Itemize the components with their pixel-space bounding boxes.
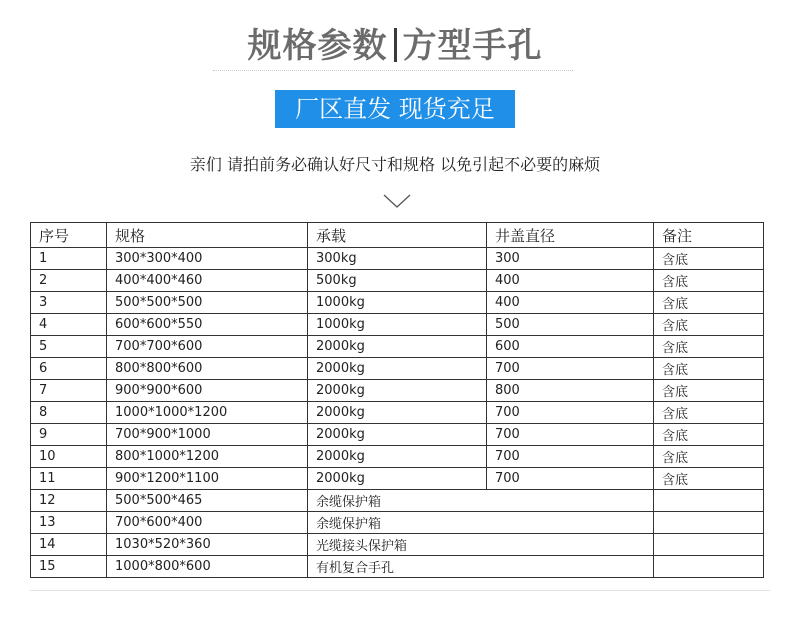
table-row <box>31 270 764 292</box>
table-row <box>31 446 764 468</box>
cell-spec: 700*900*1000 <box>107 424 308 446</box>
chevron-down-icon <box>382 192 412 210</box>
cell-note: 含底 <box>654 248 764 270</box>
cell-spec: 800*1000*1200 <box>107 446 308 468</box>
cell-note: 含底 <box>654 402 764 424</box>
cell-index: 4 <box>31 314 107 336</box>
cell-spec: 700*600*400 <box>107 512 308 534</box>
cell-spec: 500*500*465 <box>107 490 308 512</box>
cell-load: 2000kg <box>308 446 487 468</box>
cell-index: 3 <box>31 292 107 314</box>
cell-description: 余缆保护箱 <box>308 512 654 534</box>
cell-spec: 700*700*600 <box>107 336 308 358</box>
cell-load: 1000kg <box>308 314 487 336</box>
cell-spec: 1030*520*360 <box>107 534 308 556</box>
table-row <box>31 358 764 380</box>
cell-load: 2000kg <box>308 402 487 424</box>
cell-description: 余缆保护箱 <box>308 490 654 512</box>
cell-load: 2000kg <box>308 468 487 490</box>
cell-cover-diameter: 700 <box>487 446 654 468</box>
column-header-load: 承载 <box>308 223 487 248</box>
cell-note: 含底 <box>654 468 764 490</box>
cell-load: 2000kg <box>308 358 487 380</box>
cell-note: 含底 <box>654 424 764 446</box>
cell-index: 7 <box>31 380 107 402</box>
cell-load: 500kg <box>308 270 487 292</box>
cell-load: 300kg <box>308 248 487 270</box>
cell-spec: 1000*800*600 <box>107 556 308 578</box>
title-separator <box>394 28 397 62</box>
cell-note: 含底 <box>654 446 764 468</box>
cell-index: 6 <box>31 358 107 380</box>
cell-cover-diameter: 600 <box>487 336 654 358</box>
cell-spec: 900*900*600 <box>107 380 308 402</box>
table-row <box>31 534 764 556</box>
cell-cover-diameter: 300 <box>487 248 654 270</box>
cell-note <box>654 534 764 556</box>
table-row <box>31 490 764 512</box>
cell-spec: 400*400*460 <box>107 270 308 292</box>
cell-note: 含底 <box>654 270 764 292</box>
cell-cover-diameter: 700 <box>487 424 654 446</box>
cell-index: 15 <box>31 556 107 578</box>
cell-spec: 800*800*600 <box>107 358 308 380</box>
cell-load: 2000kg <box>308 380 487 402</box>
cell-index: 14 <box>31 534 107 556</box>
column-header-spec: 规格 <box>107 223 308 248</box>
cell-load: 1000kg <box>308 292 487 314</box>
table-row <box>31 556 764 578</box>
table-row <box>31 248 764 270</box>
cell-index: 2 <box>31 270 107 292</box>
column-header-note: 备注 <box>654 223 764 248</box>
cell-note: 含底 <box>654 380 764 402</box>
cell-index: 5 <box>31 336 107 358</box>
table-row <box>31 380 764 402</box>
cell-cover-diameter: 700 <box>487 358 654 380</box>
table-row <box>31 468 764 490</box>
promo-banner: 厂区直发 现货充足 <box>275 90 515 128</box>
cell-note <box>654 490 764 512</box>
cell-index: 12 <box>31 490 107 512</box>
table-row <box>31 512 764 534</box>
cell-note: 含底 <box>654 292 764 314</box>
cell-note <box>654 556 764 578</box>
cell-load: 2000kg <box>308 336 487 358</box>
column-header-index: 序号 <box>31 223 107 248</box>
title-left: 规格参数 <box>247 26 388 66</box>
cell-index: 8 <box>31 402 107 424</box>
cell-spec: 300*300*400 <box>107 248 308 270</box>
table-row <box>31 314 764 336</box>
cell-spec: 600*600*550 <box>107 314 308 336</box>
cell-index: 10 <box>31 446 107 468</box>
page-title <box>0 18 790 67</box>
spec-table <box>30 222 764 578</box>
title-underline <box>213 70 573 71</box>
cell-load: 2000kg <box>308 424 487 446</box>
table-row <box>31 336 764 358</box>
cell-cover-diameter: 700 <box>487 402 654 424</box>
cell-spec: 1000*1000*1200 <box>107 402 308 424</box>
cell-note: 含底 <box>654 336 764 358</box>
cell-description: 光缆接头保护箱 <box>308 534 654 556</box>
cell-note: 含底 <box>654 358 764 380</box>
notice-text: 亲们 请拍前务必确认好尺寸和规格 以免引起不必要的麻烦 <box>189 155 601 174</box>
table-row <box>31 402 764 424</box>
table-row <box>31 292 764 314</box>
column-header-cover-diameter: 井盖直径 <box>487 223 654 248</box>
table-row <box>31 424 764 446</box>
cell-cover-diameter: 400 <box>487 292 654 314</box>
cell-description: 有机复合手孔 <box>308 556 654 578</box>
cell-cover-diameter: 700 <box>487 468 654 490</box>
cell-spec: 500*500*500 <box>107 292 308 314</box>
title-right: 方型手孔 <box>402 26 543 66</box>
cell-index: 1 <box>31 248 107 270</box>
cell-cover-diameter: 400 <box>487 270 654 292</box>
cell-spec: 900*1200*1100 <box>107 468 308 490</box>
cell-index: 11 <box>31 468 107 490</box>
cell-index: 13 <box>31 512 107 534</box>
table-header-row <box>31 223 764 248</box>
cell-cover-diameter: 800 <box>487 380 654 402</box>
cell-note: 含底 <box>654 314 764 336</box>
table-shadow-divider <box>30 590 770 591</box>
cell-cover-diameter: 500 <box>487 314 654 336</box>
cell-index: 9 <box>31 424 107 446</box>
cell-note <box>654 512 764 534</box>
